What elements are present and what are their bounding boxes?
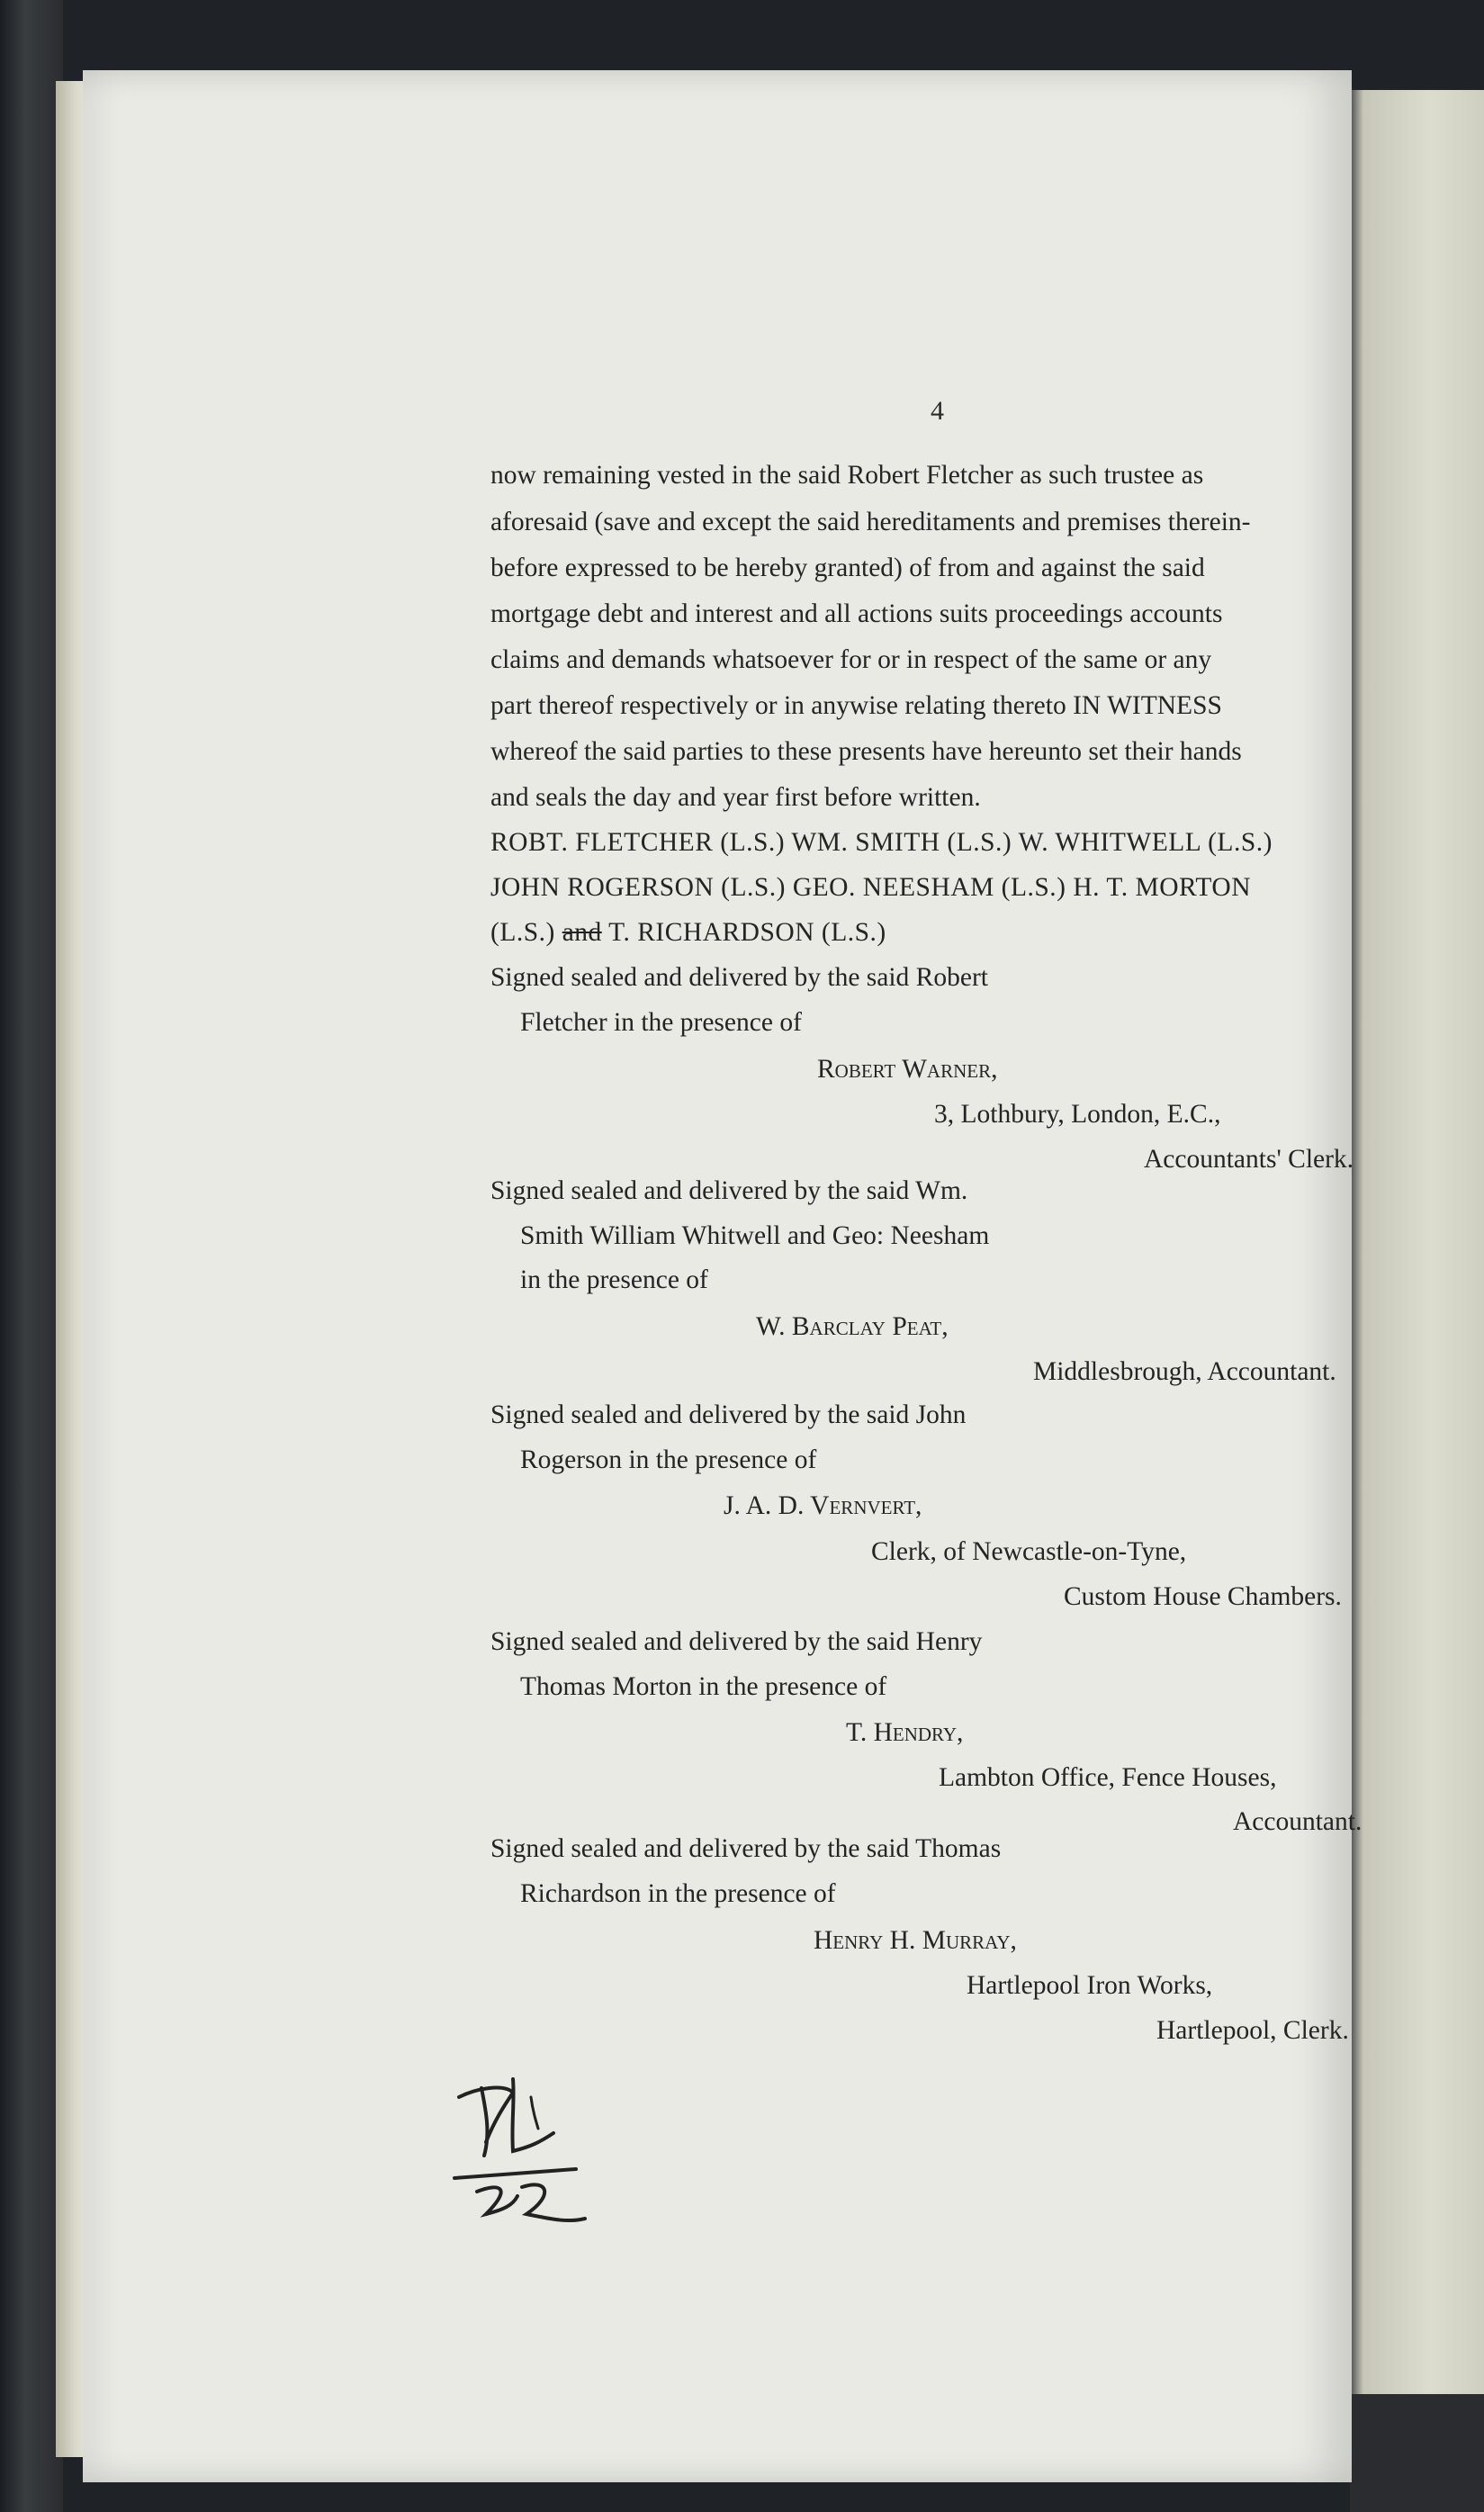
- attestation-line: Rogerson in the presence of: [520, 1445, 817, 1474]
- witness-name: Henry H. Murray,: [814, 1926, 1017, 1955]
- attestation-line: Smith William Whitwell and Geo: Neesham: [520, 1221, 990, 1250]
- signatories-line: ROBT. FLETCHER (L.S.) WM. SMITH (L.S.) W. WHITWELL (L.S.): [490, 828, 1273, 857]
- signatories-line-end: T. RICHARDSON (L.S.): [601, 918, 886, 947]
- witness-address: Clerk, of Newcastle-on-Tyne,: [871, 1537, 1187, 1566]
- binding-bottom: [1350, 2394, 1484, 2512]
- witness-address: 3, Lothbury, London, E.C.,: [934, 1100, 1221, 1129]
- page-number: 4: [931, 396, 944, 426]
- adjacent-page: [1350, 90, 1484, 2394]
- book-binding: [0, 0, 63, 2512]
- attestation-line: in the presence of: [520, 1265, 708, 1294]
- witness-name: J. A. D. Vernvert,: [724, 1491, 922, 1520]
- attestation-line: Signed sealed and delivered by the said Thomas: [490, 1834, 1002, 1863]
- witness-occupation: Accountant.: [1233, 1807, 1363, 1836]
- attestation-line: Thomas Morton in the presence of: [520, 1672, 887, 1701]
- paragraph-line: part thereof respectively or in anywise relating thereto IN WITNESS: [490, 691, 1222, 720]
- witness-occupation: Hartlepool, Clerk.: [1156, 2016, 1349, 2045]
- paragraph-line: claims and demands whatsoever for or in respect of the same or any: [490, 645, 1212, 674]
- witness-address: Lambton Office, Fence Houses,: [939, 1763, 1277, 1792]
- attestation-line: Signed sealed and delivered by the said John: [490, 1400, 967, 1429]
- paragraph-line: whereof the said parties to these presents have hereunto set their hands: [490, 737, 1242, 766]
- attestation-line: Signed sealed and delivered by the said Henry: [490, 1627, 983, 1656]
- paragraph-line: and seals the day and year first before written.: [490, 783, 981, 812]
- witness-name: T. Hendry,: [846, 1718, 964, 1747]
- witness-name: Robert Warner,: [817, 1055, 998, 1084]
- attestation-line: Signed sealed and delivered by the said Robert: [490, 963, 988, 992]
- attestation-line: Fletcher in the presence of: [520, 1008, 802, 1037]
- attestation-line: Richardson in the presence of: [520, 1879, 836, 1908]
- paragraph-line: aforesaid (save and except the said hereditaments and premises therein-: [490, 508, 1251, 536]
- witness-occupation: Custom House Chambers.: [1064, 1582, 1342, 1611]
- signatories-line: [490, 918, 886, 948]
- signatories-line-start: (L.S.): [490, 918, 562, 947]
- struck-word: and: [562, 918, 602, 947]
- signatories-line: JOHN ROGERSON (L.S.) GEO. NEESHAM (L.S.) H. T. MORTON: [490, 873, 1252, 902]
- paragraph-line: mortgage debt and interest and all actions suits proceedings accounts: [490, 599, 1223, 628]
- paragraph-line: before expressed to be hereby granted) of from and against the said: [490, 554, 1205, 582]
- handwritten-initials-mark: [450, 2070, 594, 2232]
- witness-name: W. Barclay Peat,: [756, 1312, 949, 1341]
- witness-occupation: Accountants' Clerk.: [1144, 1145, 1354, 1174]
- witness-address: Hartlepool Iron Works,: [967, 1971, 1213, 2000]
- attestation-line: Signed sealed and delivered by the said Wm.: [490, 1176, 968, 1205]
- paragraph-line: now remaining vested in the said Robert Fletcher as such trustee as: [490, 461, 1204, 490]
- document-page: [83, 70, 1352, 2482]
- witness-address: Middlesbrough, Accountant.: [1033, 1357, 1336, 1386]
